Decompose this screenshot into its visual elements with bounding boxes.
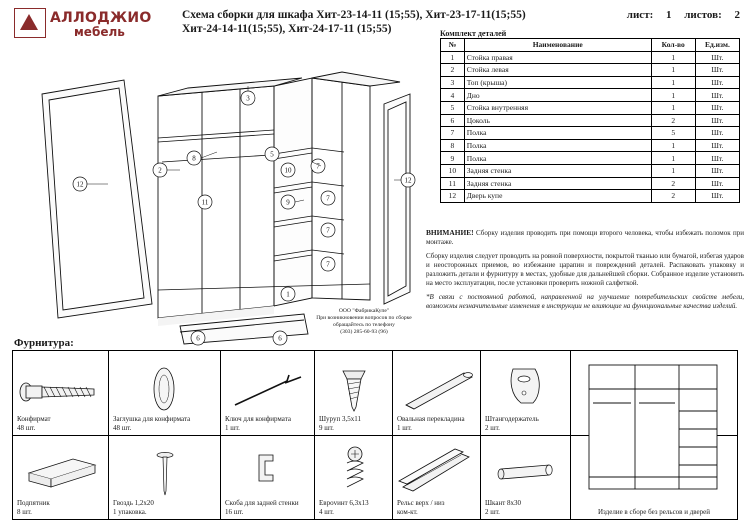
hardware-qty: 16 шт. [225, 507, 244, 516]
hardware-qty: 1 упаковка. [113, 507, 147, 516]
table-row [441, 177, 740, 190]
cell-unit: Шт. [695, 64, 739, 77]
cell-qty: 1 [651, 51, 695, 64]
hardware-caption [319, 499, 388, 516]
triangle-logo-icon [14, 8, 46, 38]
hardware-grid [12, 350, 738, 520]
svg-text:7: 7 [326, 226, 330, 235]
hardware-qty: 4 шт. [319, 507, 334, 516]
parts-table [440, 38, 740, 203]
table-header-row [441, 39, 740, 52]
table-row [441, 127, 740, 140]
svg-text:12: 12 [404, 176, 412, 185]
hardware-name: Еврovинт 6,3х13 [319, 499, 369, 507]
hardware-item [109, 351, 221, 435]
cell-number: 9 [441, 152, 465, 165]
svg-text:1: 1 [286, 290, 290, 299]
svg-text:3: 3 [246, 94, 250, 103]
cell-number: 7 [441, 127, 465, 140]
brand-name-line2: мебель [74, 25, 125, 39]
cell-name: Полка [464, 152, 651, 165]
cell-number: 10 [441, 164, 465, 177]
eurobolt-spring-icon [337, 445, 373, 497]
hardware-caption [17, 415, 104, 432]
cell-name: Стойка правая [464, 51, 651, 64]
hardware-section-label: Фурнитура: [14, 337, 74, 349]
hardware-item [393, 351, 481, 435]
hardware-name: Шкант 8х30 [485, 499, 522, 507]
hardware-name: Конфирмат [17, 415, 51, 423]
hardware-caption [113, 499, 216, 516]
hardware-name: Рельс верх / низ [397, 499, 445, 507]
cell-unit: Шт. [695, 89, 739, 102]
table-row [441, 190, 740, 203]
table-row [441, 164, 740, 177]
hardware-qty: 2 шт. [485, 423, 500, 432]
table-row [441, 101, 740, 114]
col-name: Наименование [464, 39, 651, 52]
cell-unit: Шт. [695, 139, 739, 152]
svg-text:6: 6 [196, 334, 200, 343]
cell-unit: Шт. [695, 164, 739, 177]
svg-text:7: 7 [326, 194, 330, 203]
cell-number: 3 [441, 76, 465, 89]
cell-qty: 2 [651, 114, 695, 127]
brand-logo [14, 8, 164, 40]
table-row [441, 76, 740, 89]
warning-block [426, 228, 744, 316]
hardware-name: Скоба для задней стенки [225, 499, 299, 507]
nail-icon [151, 447, 179, 499]
dowel-icon [495, 457, 561, 491]
hardware-qty: 48 шт. [17, 423, 36, 432]
svg-text:5: 5 [270, 150, 274, 159]
cell-qty: 1 [651, 152, 695, 165]
sheet-info [617, 9, 740, 21]
screw-icon [337, 365, 371, 415]
cell-unit: Шт. [695, 101, 739, 114]
hardware-name: Гвоздь 1,2х20 [113, 499, 154, 507]
hardware-caption [485, 415, 566, 432]
parts-table-caption: Комплект деталей [440, 29, 507, 38]
svg-text:7: 7 [316, 162, 320, 171]
hardware-caption [397, 415, 476, 432]
hardware-item [481, 351, 571, 435]
hardware-qty: 2 шт. [485, 507, 500, 516]
hardware-caption [485, 499, 566, 516]
warning-p3: *В связи с постоянной работой, направленной на улучшение потребительских свойств мебели, возможны незначительные изменения в инструкции не влияющие на функциональные качества изделий. [426, 293, 744, 310]
col-number: № [441, 39, 465, 52]
cell-unit: Шт. [695, 114, 739, 127]
hardware-qty: 9 шт. [319, 423, 334, 432]
cell-name: Полка [464, 127, 651, 140]
hardware-caption [397, 499, 476, 516]
cell-number: 1 [441, 51, 465, 64]
svg-text:9: 9 [286, 198, 290, 207]
cell-number: 11 [441, 177, 465, 190]
cell-number: 8 [441, 139, 465, 152]
foot-pad-icon [21, 449, 103, 493]
cell-name: Задняя стенка [464, 177, 651, 190]
cell-name: Задняя стенка [464, 164, 651, 177]
cell-number: 2 [441, 64, 465, 77]
cell-name: Стойка внутренняя [464, 101, 651, 114]
cell-name: Полка [464, 139, 651, 152]
table-row [441, 89, 740, 102]
hardware-qty: 8 шт. [17, 507, 32, 516]
svg-text:12: 12 [76, 180, 84, 189]
col-qty: Кол-во [651, 39, 695, 52]
confirmat-screw-icon [16, 369, 106, 415]
sheet-label: лист: [626, 9, 654, 21]
cell-name: Топ (крыша) [464, 76, 651, 89]
cell-qty: 1 [651, 101, 695, 114]
page-title [182, 8, 612, 36]
hardware-name: Штангодержатель [485, 415, 539, 423]
table-row [441, 51, 740, 64]
hardware-name: Овальная перекладина [397, 415, 465, 423]
sheets-label: листов: [684, 9, 722, 21]
cell-qty: 1 [651, 89, 695, 102]
cell-number: 4 [441, 89, 465, 102]
cell-name: Дверь купе [464, 190, 651, 203]
hardware-name: Изделие в сборе без рельсов и дверей [597, 507, 711, 516]
page-title-line2: Хит-24-14-11(15;55), Хит-24-17-11 (15;55) [182, 23, 392, 35]
cell-number: 6 [441, 114, 465, 127]
table-row [441, 152, 740, 165]
hardware-caption [575, 508, 733, 517]
rail-holder-icon [507, 363, 547, 415]
svg-text:6: 6 [278, 334, 282, 343]
hardware-caption [113, 415, 216, 432]
hardware-item [315, 351, 393, 435]
hardware-caption [225, 415, 310, 432]
sheet-value: 1 [666, 9, 672, 21]
cell-name: Цоколь [464, 114, 651, 127]
assembled-view-cell [571, 351, 737, 519]
svg-text:11: 11 [201, 198, 209, 207]
svg-text:2: 2 [158, 166, 162, 175]
hardware-qty: ком-кт. [397, 507, 418, 516]
hardware-qty: 1 шт. [225, 423, 240, 432]
hardware-qty: 1 шт. [397, 423, 412, 432]
svg-text:8: 8 [192, 154, 196, 163]
cell-unit: Шт. [695, 76, 739, 89]
warning-heading: ВНИМАНИЕ! [426, 228, 474, 237]
hardware-item [481, 435, 571, 519]
cap-plug-icon [149, 365, 179, 413]
cell-name: Стойка левая [464, 64, 651, 77]
cell-qty: 1 [651, 76, 695, 89]
hardware-item [393, 435, 481, 519]
warning-p1: Сборку изделия проводить при помощи второго человека, чтобы избежать поломок при монтаже. [426, 229, 744, 246]
cell-qty: 5 [651, 127, 695, 140]
cell-number: 5 [441, 101, 465, 114]
manufacturer-note: ООО "ФабрикаКупе" При возникновении вопросов по сборке обращайтесь по телефону (303) 285-60-93 (96) [316, 308, 412, 335]
page-title-line1: Схема сборки для шкафа Хит-23-14-11 (15;55), Хит-23-17-11(15;55) [182, 9, 526, 21]
hardware-item [13, 435, 109, 519]
hardware-caption [17, 499, 104, 516]
hardware-qty: 48 шт. [113, 423, 132, 432]
cell-qty: 1 [651, 164, 695, 177]
hardware-name: Заглушка для конфирмата [113, 415, 191, 423]
hardware-caption [225, 499, 310, 516]
hex-key-icon [231, 371, 307, 411]
svg-text:7: 7 [326, 260, 330, 269]
table-row [441, 114, 740, 127]
hardware-name: Подпятник [17, 499, 50, 507]
warning-p2: Сборку изделия следует проводить на ровной поверхности, покрытой тканью или бумагой, избегая ударов и неосторожных приемов, во избежание царапин и повреждений деталей. Распаковать упаковку и разложить детали и фурнитуру в местах, удобные для дальнейшей сборки. Собранное изделие установить на место эксплуатации, после установки проверить ножной салфеткой. [426, 252, 744, 287]
table-row [441, 139, 740, 152]
bracket-icon [249, 449, 285, 493]
cell-unit: Шт. [695, 51, 739, 64]
hardware-item [221, 435, 315, 519]
hardware-caption [319, 415, 388, 432]
cell-name: Дно [464, 89, 651, 102]
assembled-wardrobe-icon [579, 359, 729, 499]
cell-unit: Шт. [695, 127, 739, 140]
cell-qty: 1 [651, 64, 695, 77]
cell-qty: 1 [651, 139, 695, 152]
hardware-item [315, 435, 393, 519]
sheets-value: 2 [734, 9, 740, 21]
cell-qty: 2 [651, 190, 695, 203]
hardware-item [13, 351, 109, 435]
col-unit: Ед.изм. [695, 39, 739, 52]
cell-number: 12 [441, 190, 465, 203]
hardware-name: Ключ для конфирмата [225, 415, 291, 423]
hardware-name: Шуруп 3,5х11 [319, 415, 361, 423]
cell-qty: 2 [651, 177, 695, 190]
cell-unit: Шт. [695, 152, 739, 165]
brand-name-line1: АЛЛОДЖИО [50, 10, 152, 26]
oval-rail-icon [398, 367, 476, 413]
hardware-item [221, 351, 315, 435]
rail-profile-icon [397, 447, 477, 495]
svg-text:10: 10 [284, 166, 292, 175]
table-row [441, 64, 740, 77]
cell-unit: Шт. [695, 190, 739, 203]
cell-unit: Шт. [695, 177, 739, 190]
hardware-item [109, 435, 221, 519]
